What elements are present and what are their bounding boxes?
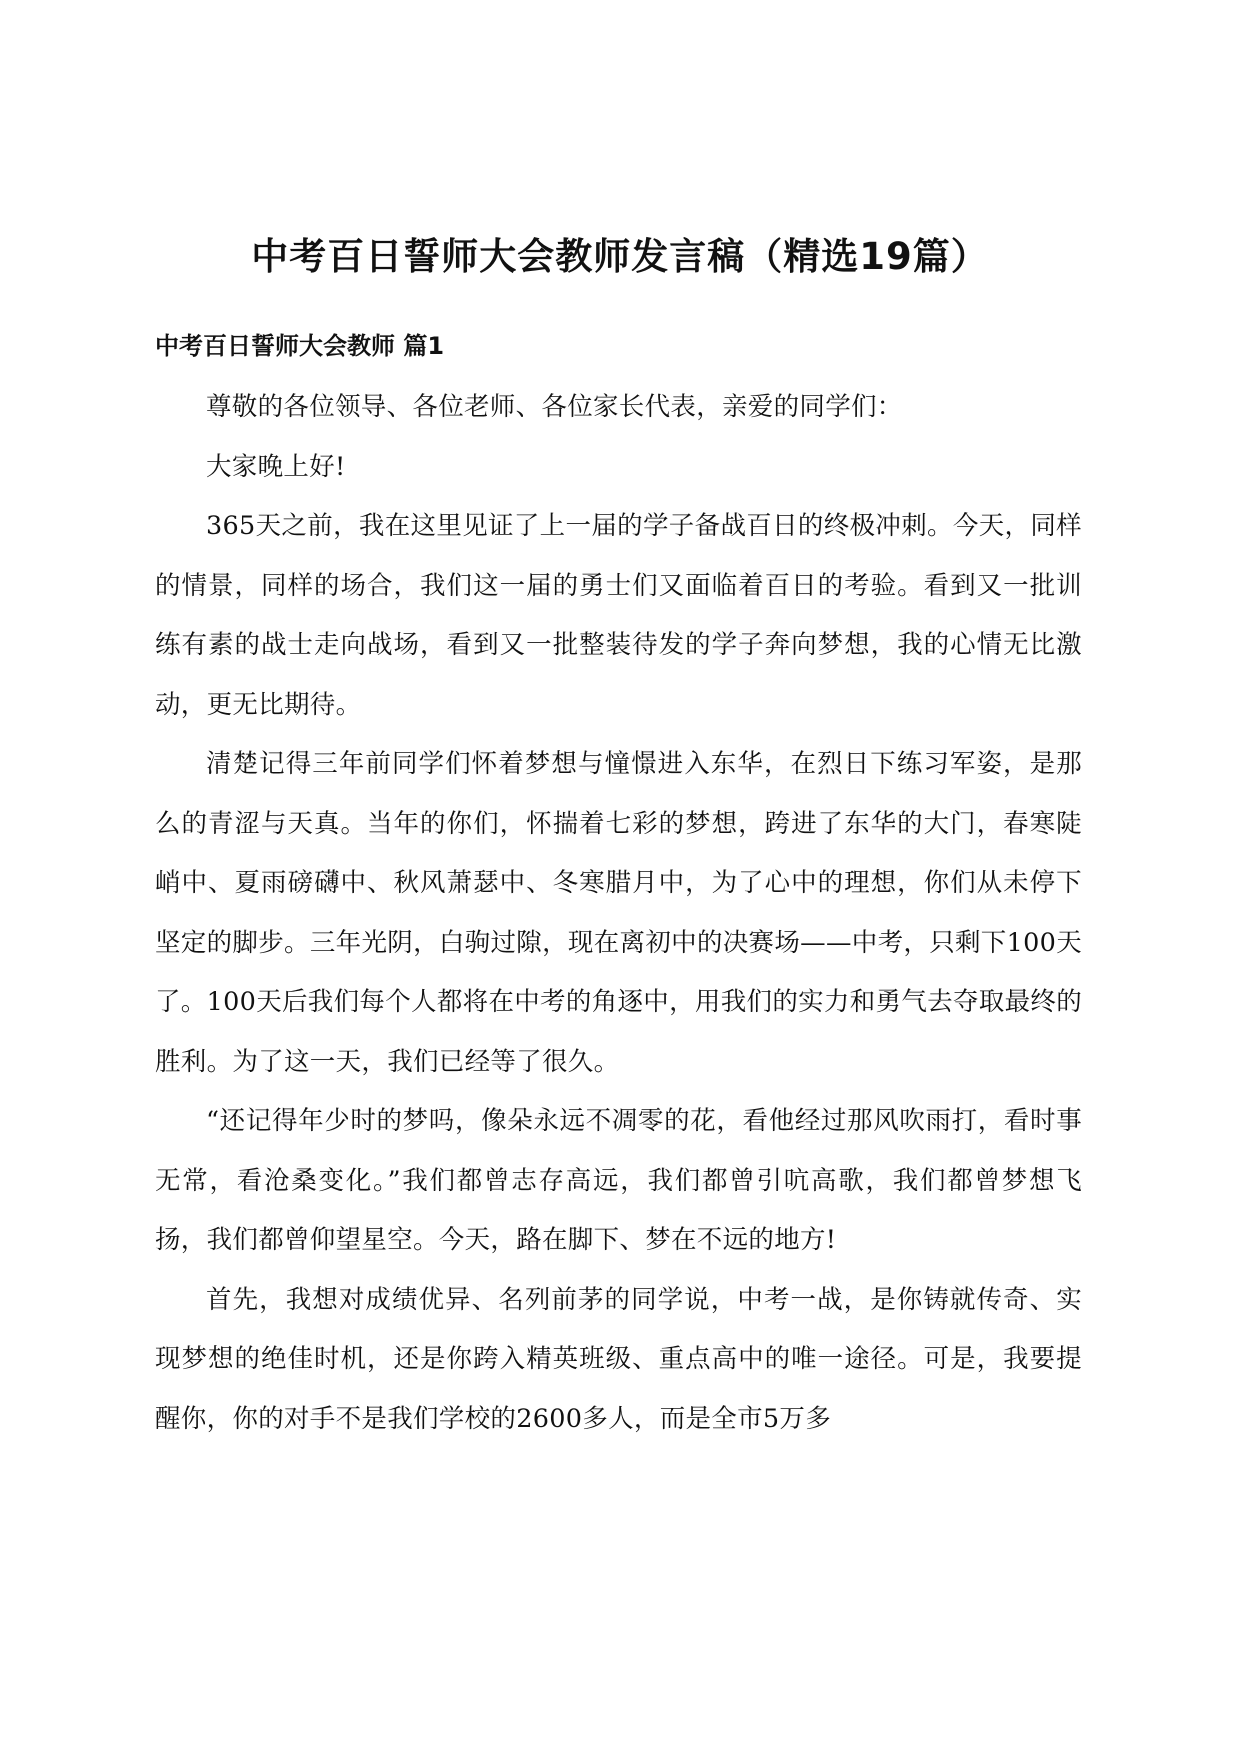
paragraph: 365天之前，我在这里见证了上一届的学子备战百日的终极冲刺。今天，同样的情景，同样的场合，我们这一届的勇士们又面临着百日的考验。看到又一批训练有素的战士走向战场，看到又一批整装待发的学子奔向梦想，我的心情无比激动，更无比期待。 bbox=[155, 511, 1082, 720]
paragraph-greeting: 大家晚上好! bbox=[206, 451, 346, 482]
paragraph: 首先，我想对成绩优异、名列前茅的同学说，中考一战，是你铸就传奇、实现梦想的绝佳时机，还是你跨入精英班级、重点高中的唯一途径。可是，我要提醒你，你的对手不是我们学校的2600多人，而是全市5万多 bbox=[155, 1284, 1082, 1434]
section-heading: 中考百日誓师大会教师 篇1 bbox=[155, 332, 445, 360]
document-body bbox=[155, 378, 1082, 1449]
document-title: 中考百日誓师大会教师发言稿（精选19篇） bbox=[251, 235, 989, 278]
paragraph: 清楚记得三年前同学们怀着梦想与憧憬进入东华，在烈日下练习军姿，是那么的青涩与天真。当年的你们，怀揣着七彩的梦想，跨进了东华的大门，春寒陡峭中、夏雨磅礴中、秋风萧瑟中、冬寒腊月中，为了心中的理想，你们从未停下坚定的脚步。三年光阴，白驹过隙，现在离初中的决赛场——中考，只剩下100天了。100天后我们每个人都将在中考的角逐中，用我们的实力和勇气去夺取最终的胜利。为了这一天，我们已经等了很久。 bbox=[155, 749, 1082, 1077]
paragraph: “还记得年少时的梦吗，像朵永远不凋零的花，看他经过那风吹雨打，看时事无常，看沧桑变化。”我们都曾志存高远，我们都曾引吭高歌，我们都曾梦想飞扬，我们都曾仰望星空。今天，路在脚下、梦在不远的地方! bbox=[155, 1106, 1082, 1255]
paragraph-salutation: 尊敬的各位领导、各位老师、各位家长代表，亲爱的同学们： bbox=[206, 392, 903, 422]
